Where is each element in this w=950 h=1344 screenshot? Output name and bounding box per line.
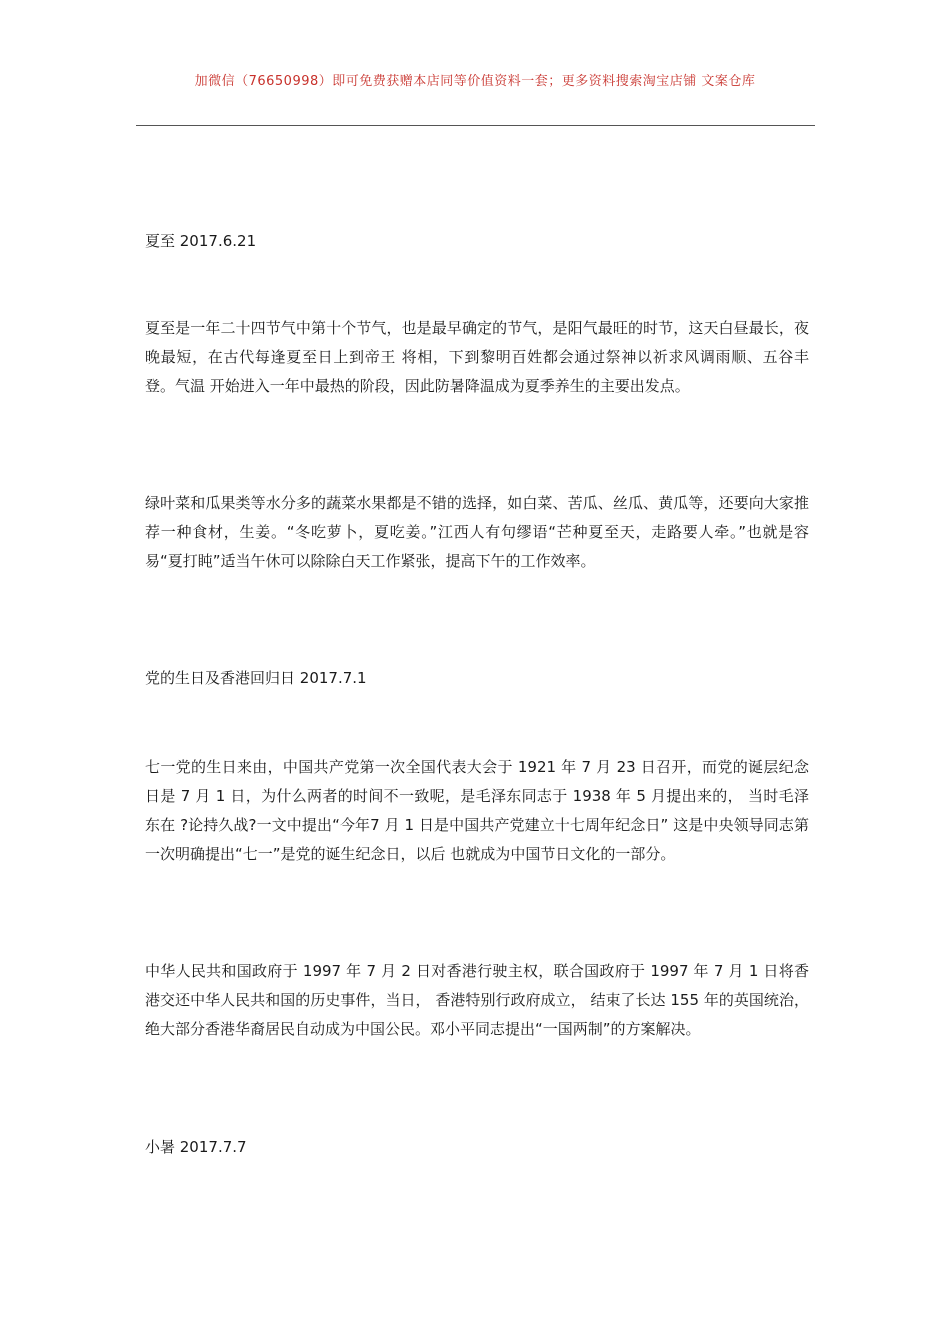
section-heading-xiaoshu: 小暑 2017.7.7 [145, 1138, 247, 1156]
paragraph-xiazhi-diet: 绿叶菜和瓜果类等水分多的蔬菜水果都是不错的选择，如白菜、苦瓜、丝瓜、黄瓜等，还要向大家推荐一种食材，生姜。“冬吃萝卜，夏吃姜。”江西人有句缪语“芒种夏至天，走路要人牵。”也就是容易“夏打盹”适当午休可以除除白天工作紧张，提高下午的工作效率。 [145, 494, 809, 570]
paragraph-xiazhi-intro: 夏至是一年二十四节气中第十个节气，也是最早确定的节气，是阳气最旺的时节，这天白昼最长，夜晚最短，在古代每逢夏至日上到帝王 将相，下到黎明百姓都会通过祭神以祈求风调雨顺、五谷丰登。气温 开始进入一年中最热的阶段，因此防暑降温成为夏季养生的主要出发点。 [145, 319, 809, 395]
section-heading-july-first: 党的生日及香港回归日 2017.7.1 [145, 669, 367, 687]
section-heading-xiazhi: 夏至 2017.6.21 [145, 232, 257, 250]
paragraph-party-birthday: 七一党的生日来由，中国共产党第一次全国代表大会于 1921 年 7 月 23 日召开，而党的诞层纪念日是 7 月 1 日，为什么两者的时间不一致呢，是毛泽东同志于 1938 年 5 月提出来的， 当时毛泽东在 ?论持久战?一文中提出“今年7 月 1 日是中国共产党建立十七周年纪念日” 这是中央领导同志第一次明确提出“七一”是党的诞生纪念日，以后 也就成为中国节日文化的一部分。 [145, 758, 809, 863]
header-promo-note: 加微信（76650998）即可免费获赠本店同等价值资料一套；更多资料搜索淘宝店铺 文案仓库 [194, 74, 756, 89]
paragraph-hong-kong-return: 中华人民共和国政府于 1997 年 7 月 2 日对香港行驶主权，联合国政府于 1997 年 7 月 1 日将香港交还中华人民共和国的历史事件，当日， 香港特别行政府成立， 结束了长达 155 年的英国统治， 绝大部分香港华裔居民自动成为中国公民。邓小平同志提出“一国两制”的方案解决。 [145, 962, 809, 1038]
header-divider [136, 125, 815, 126]
